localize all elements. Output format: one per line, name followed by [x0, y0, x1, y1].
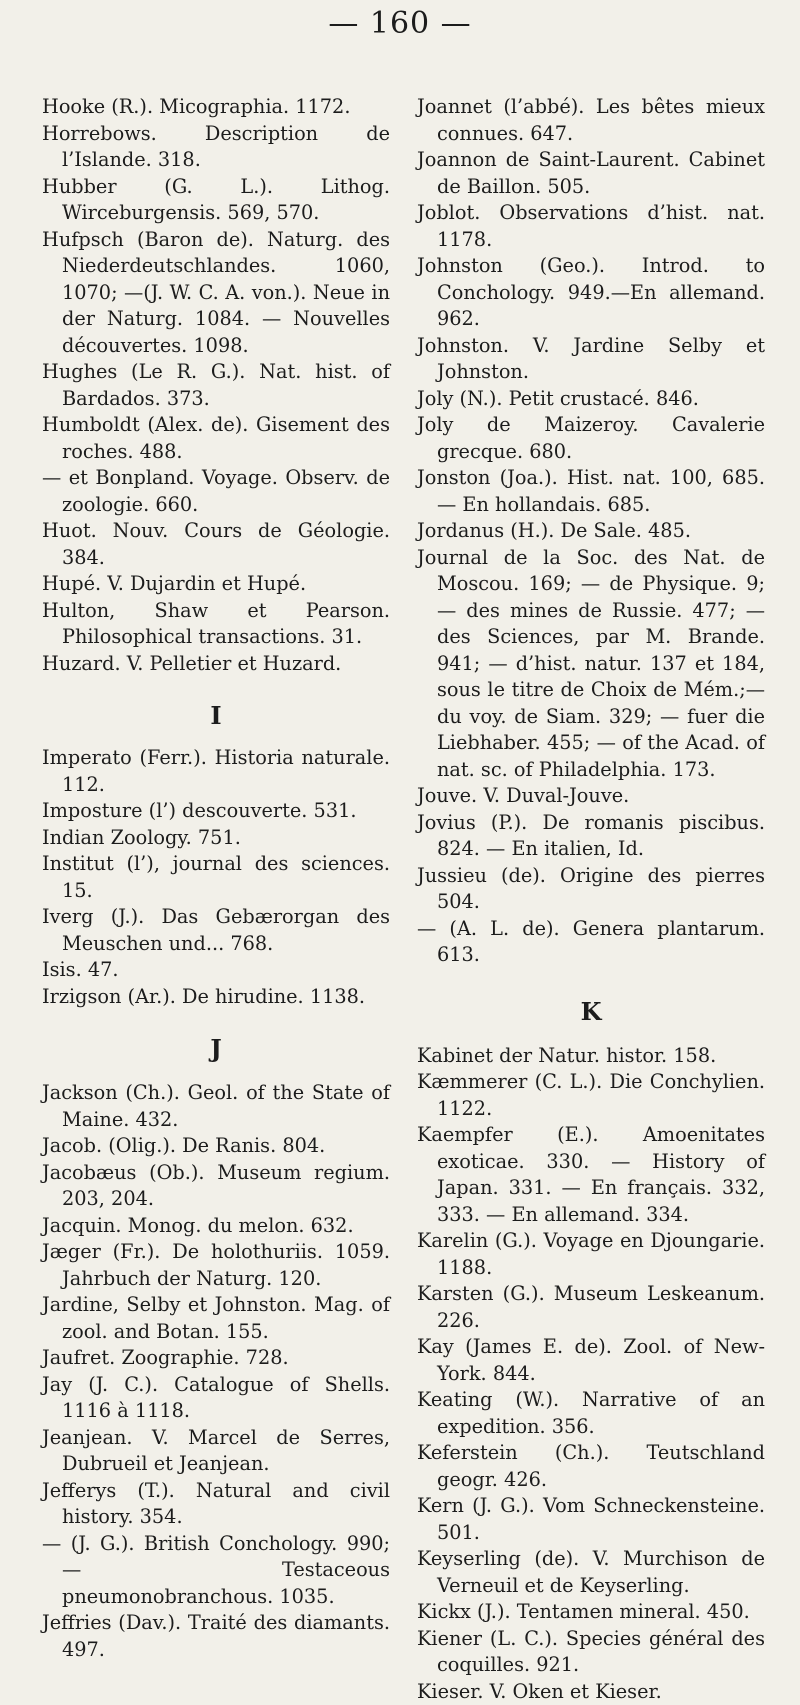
index-entry: Iverg (J.). Das Gebærorgan des Meuschen und... 768. — [42, 904, 390, 957]
j-entries-left — [42, 1080, 390, 1663]
index-entry: Journal de la Soc. des Nat. de Moscou. 169; — de Physique. 9; — des mines de Russie. 477; — des Sciences, par M. Brande. 941; — d’hist. natur. 137 et 184, sous le titre de Choix de Mém.;—du voy. de Siam. 329; — fuer die Liebhaber. 455; — of the Acad. of nat. sc. of Philadelphia. 173. — [417, 545, 765, 784]
index-entry: Huot. Nouv. Cours de Géologie. 384. — [42, 518, 390, 571]
index-entry: Jacobæus (Ob.). Museum regium. 203, 204. — [42, 1160, 390, 1213]
i-entries — [42, 745, 390, 1010]
index-entry: Karsten (G.). Museum Leskeanum. 226. — [417, 1281, 765, 1334]
index-entry: Joly (N.). Petit crustacé. 846. — [417, 386, 765, 413]
index-entry: Joly de Maizeroy. Cavalerie grecque. 680. — [417, 412, 765, 465]
k-entries — [417, 1043, 765, 1705]
index-entry: Joannet (l’abbé). Les bêtes mieux connues. 647. — [417, 94, 765, 147]
index-entry: — (J. G.). British Conchology. 990; — Testaceous pneumonobranchous. 1035. — [42, 1531, 390, 1611]
index-entry: Jovius (P.). De romanis piscibus. 824. — En italien, Id. — [417, 810, 765, 863]
right-column — [417, 94, 765, 1705]
section-heading-j: J — [42, 1034, 390, 1064]
index-entry: Indian Zoology. 751. — [42, 825, 390, 852]
index-entry: — (A. L. de). Genera plantarum. 613. — [417, 916, 765, 969]
index-entry: Keyserling (de). V. Murchison de Verneuil et de Keyserling. — [417, 1546, 765, 1599]
index-entry: Johnston. V. Jardine Selby et Johnston. — [417, 333, 765, 386]
index-entry: Imposture (l’) descouverte. 531. — [42, 798, 390, 825]
h-entries — [42, 94, 390, 677]
index-entry: Keating (W.). Narrative of an expedition. 356. — [417, 1387, 765, 1440]
index-entry: Isis. 47. — [42, 957, 390, 984]
index-entry: Jouve. V. Duval-Jouve. — [417, 783, 765, 810]
index-entry: Keferstein (Ch.). Teutschland geogr. 426. — [417, 1440, 765, 1493]
index-entry: Jussieu (de). Origine des pierres 504. — [417, 863, 765, 916]
index-entry: Irzigson (Ar.). De hirudine. 1138. — [42, 984, 390, 1011]
index-entry: Hupé. V. Dujardin et Hupé. — [42, 571, 390, 598]
index-entry: Kieser. V. Oken et Kieser. — [417, 1679, 765, 1705]
index-entry: Jonston (Joa.). Hist. nat. 100, 685. — En hollandais. 685. — [417, 465, 765, 518]
index-entry: Kiener (L. C.). Species général des coquilles. 921. — [417, 1626, 765, 1679]
index-entry: Huzard. V. Pelletier et Huzard. — [42, 651, 390, 678]
index-entry: Horrebows. Description de l’Islande. 318. — [42, 121, 390, 174]
index-entry: Jacquin. Monog. du melon. 632. — [42, 1213, 390, 1240]
index-entry: Jardine, Selby et Johnston. Mag. of zool. and Botan. 155. — [42, 1292, 390, 1345]
j-entries-right — [417, 94, 765, 969]
index-entry: Kæmmerer (C. L.). Die Conchylien. 1122. — [417, 1069, 765, 1122]
index-entry: Kay (James E. de). Zool. of New-York. 844. — [417, 1334, 765, 1387]
index-entry: Kabinet der Natur. histor. 158. — [417, 1043, 765, 1070]
index-entry: Kern (J. G.). Vom Schneckensteine. 501. — [417, 1493, 765, 1546]
index-entry: Kaempfer (E.). Amoenitates exoticae. 330. — History of Japan. 331. — En français. 332, 333. — En allemand. 334. — [417, 1122, 765, 1228]
index-entry: Joblot. Observations d’hist. nat. 1178. — [417, 200, 765, 253]
index-entry: Jaufret. Zoographie. 728. — [42, 1345, 390, 1372]
index-entry: — et Bonpland. Voyage. Observ. de zoologie. 660. — [42, 465, 390, 518]
index-entry: Kickx (J.). Tentamen mineral. 450. — [417, 1599, 765, 1626]
page-number: — 160 — — [0, 6, 800, 41]
index-entry: Jeanjean. V. Marcel de Serres, Dubrueil et Jeanjean. — [42, 1425, 390, 1478]
index-entry: Karelin (G.). Voyage en Djoungarie. 1188. — [417, 1228, 765, 1281]
index-entry: Johnston (Geo.). Introd. to Conchology. 949.—En allemand. 962. — [417, 253, 765, 333]
section-heading-k: K — [417, 997, 765, 1027]
section-heading-i: I — [42, 701, 390, 731]
index-entry: Imperato (Ferr.). Historia naturale. 112. — [42, 745, 390, 798]
index-entry: Jay (J. C.). Catalogue of Shells. 1116 à 1118. — [42, 1372, 390, 1425]
index-entry: Jordanus (H.). De Sale. 485. — [417, 518, 765, 545]
index-entry: Humboldt (Alex. de). Gisement des roches. 488. — [42, 412, 390, 465]
index-entry: Institut (l’), journal des sciences. 15. — [42, 851, 390, 904]
index-entry: Jefferys (T.). Natural and civil history. 354. — [42, 1478, 390, 1531]
left-column — [42, 94, 390, 1663]
index-entry: Hughes (Le R. G.). Nat. hist. of Bardados. 373. — [42, 359, 390, 412]
index-entry: Hubber (G. L.). Lithog. Wirceburgensis. 569, 570. — [42, 174, 390, 227]
index-entry: Hooke (R.). Micographia. 1172. — [42, 94, 390, 121]
index-entry: Jæger (Fr.). De holothuriis. 1059. Jahrbuch der Naturg. 120. — [42, 1239, 390, 1292]
index-entry: Hufpsch (Baron de). Naturg. des Niederdeutschlandes. 1060, 1070; —(J. W. C. A. von.). Neue in der Naturg. 1084. — Nouvelles découvertes. 1098. — [42, 227, 390, 360]
index-entry: Jeffries (Dav.). Traité des diamants. 497. — [42, 1610, 390, 1663]
index-entry: Jackson (Ch.). Geol. of the State of Maine. 432. — [42, 1080, 390, 1133]
index-entry: Jacob. (Olig.). De Ranis. 804. — [42, 1133, 390, 1160]
index-entry: Hulton, Shaw et Pearson. Philosophical transactions. 31. — [42, 598, 390, 651]
index-entry: Joannon de Saint-Laurent. Cabinet de Baillon. 505. — [417, 147, 765, 200]
